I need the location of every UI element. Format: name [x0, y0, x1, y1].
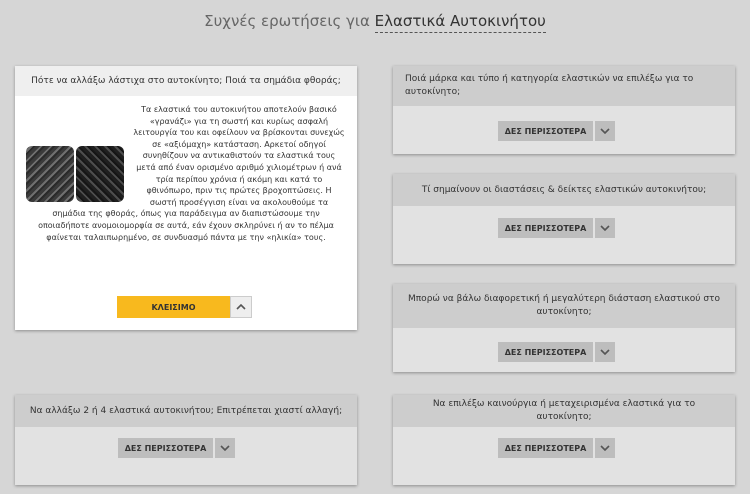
faq-answer [26, 104, 346, 243]
chevron-down-icon [595, 438, 615, 458]
see-more-button[interactable] [498, 121, 615, 141]
faq-answer-text: Τα ελαστικά του αυτοκινήτου αποτελούν βασικό «γρανάζι» για τη σωστή και κυρίως ασφαλή λειτουργία του και οφείλουν να βρίσκονται συνεχώς σε «αξιόμαχη» κατάσταση. Αρκετοί οδηγοί συνηθίζουν να αντικαθιστούν τα ελαστικά τους μετά από έναν ορισμένο αριθμό χιλιομέτρων ή ανά τρία περίπου χρόνια ή ακόμη και κατά το φθινόπωρο, πριν τις πρώτες βροχοπτώσεις. Η σωστή προσέγγιση είναι να ακολουθούμε τα σημάδια της φθοράς, όπως για παράδειγμα αν διαπιστώσουμε την οποιαδήποτε ανομοιομορφία σε αυτά, εάν έχουν σκληρύνει ή αν το πέλμα φαίνεται ταλαιπωρημένο, σε συνδυασμό πάντα με την «ηλικία» τους. [38, 105, 345, 242]
faq-card-dimensions [393, 174, 735, 264]
faq-question[interactable]: Μπορώ να βάλω διαφορετική ή μεγαλύτερη διάσταση ελαστικού στο αυτοκίνητο; [393, 284, 735, 328]
see-more-button[interactable] [498, 438, 615, 458]
faq-card-two-or-four [15, 395, 357, 485]
close-button-label: ΚΛΕΙΣΙΜΟ [117, 296, 230, 318]
faq-answer-body [15, 96, 357, 330]
see-more-button[interactable] [498, 342, 615, 362]
close-button[interactable] [117, 296, 252, 318]
see-more-label: ΔΕΣ ΠΕΡΙΣΣΟΤΕΡΑ [498, 218, 593, 238]
faq-card-tyre-change [15, 66, 357, 330]
faq-card-bigger-size [393, 284, 735, 372]
faq-heading-topic: Ελαστικά Αυτοκινήτου [375, 12, 546, 33]
chevron-down-icon [595, 218, 615, 238]
faq-heading [0, 12, 750, 30]
faq-question[interactable]: Να αλλάξω 2 ή 4 ελαστικά αυτοκινήτου; Επιτρέπεται χιαστί αλλαγή; [15, 395, 357, 427]
see-more-label: ΔΕΣ ΠΕΡΙΣΣΟΤΕΡΑ [118, 438, 213, 458]
faq-question[interactable]: Τί σημαίνουν οι διαστάσεις & δείκτες ελαστικών αυτοκινήτου; [393, 174, 735, 206]
faq-question[interactable]: Να επιλέξω καινούργια ή μεταχειρισμένα ελαστικά για το αυτοκίνητο; [393, 395, 735, 427]
faq-card-new-or-used [393, 395, 735, 485]
chevron-down-icon [215, 438, 235, 458]
see-more-label: ΔΕΣ ΠΕΡΙΣΣΟΤΕΡΑ [498, 342, 593, 362]
see-more-button[interactable] [498, 218, 615, 238]
faq-heading-prefix: Συχνές ερωτήσεις για [204, 12, 370, 30]
faq-card-brand-choice [393, 66, 735, 154]
faq-question[interactable]: Ποιά μάρκα και τύπο ή κατηγορία ελαστικών να επιλέξω για το αυτοκίνητο; [393, 66, 735, 106]
tyre-image [26, 146, 122, 202]
chevron-down-icon [595, 121, 615, 141]
see-more-label: ΔΕΣ ΠΕΡΙΣΣΟΤΕΡΑ [498, 438, 593, 458]
chevron-up-icon [230, 296, 252, 318]
faq-question[interactable]: Πότε να αλλάξω λάστιχα στο αυτοκίνητο; Ποιά τα σημάδια φθοράς; [15, 66, 357, 96]
chevron-down-icon [595, 342, 615, 362]
see-more-button[interactable] [118, 438, 235, 458]
see-more-label: ΔΕΣ ΠΕΡΙΣΣΟΤΕΡΑ [498, 121, 593, 141]
